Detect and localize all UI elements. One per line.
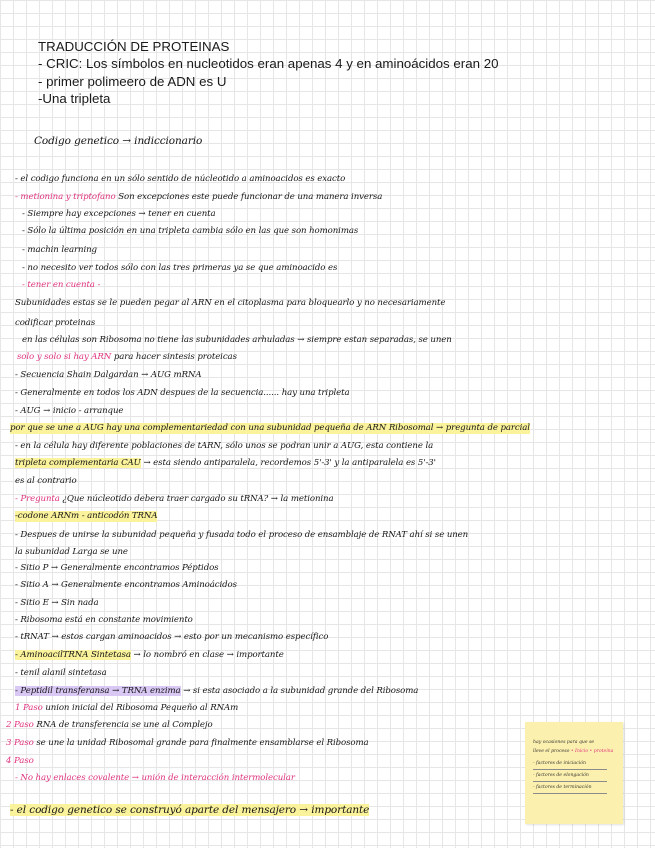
handwritten-text: para hacer sintesis proteicas: [113, 352, 237, 362]
handwritten-line: - Generalmente en todos los ADN despues de la secuencia...... hay una tripleta: [15, 388, 350, 398]
handwritten-line: la subunidad Larga se une: [15, 547, 128, 557]
sticky-text-part: lleve el proceso: [533, 749, 570, 754]
note-line-cric: - CRIC: Los símbolos en nucleotidos eran apenas 4 y en aminoácidos eran 20: [38, 56, 499, 71]
handwritten-line: [6, 720, 213, 731]
step-label: 3 Paso: [6, 738, 34, 748]
sticky-text: - factores de elongación: [533, 773, 589, 778]
handwritten-line: - Secuencia Shain Dalgardan → AUG mRNA: [15, 370, 202, 380]
sticky-text: - factores de terminación: [533, 785, 592, 790]
handwritten-line: - Siempre hay excepciones → tener en cuenta: [22, 209, 216, 219]
handwritten-line: [15, 650, 284, 661]
handwritten-text: → lo nombró en clase → importante: [133, 650, 284, 660]
handwritten-line: - en la célula hay diferente poblaciones de tARN, sólo unos se podran unir a AUG, esta contiene la: [15, 441, 434, 451]
highlight-text: - metionina y triptofano: [15, 192, 116, 202]
handwritten-text: RNA de transferencia se une al Complejo: [36, 720, 213, 730]
handwritten-line: - No hay enlaces covalente → unión de interacción intermolecular: [15, 773, 295, 783]
note-title: TRADUCCIÓN DE PROTEINAS: [38, 39, 230, 54]
handwritten-text: union inicial del Ribosoma Pequeño al RNAm: [45, 703, 239, 713]
handwritten-line: [15, 458, 436, 469]
step-label: 4 Paso: [6, 756, 34, 766]
handwritten-line: [6, 738, 369, 749]
handwritten-line: - Sitio E → Sin nada: [15, 598, 99, 608]
sticky-rule: [533, 793, 607, 794]
sticky-rule: [533, 781, 607, 782]
handwritten-line: - Sitio A → Generalmente encontramos Aminoácidos: [15, 580, 237, 590]
handwritten-text: se une la unidad Ribosomal grande para finalmente ensamblarse el Ribosoma: [36, 738, 369, 748]
handwritten-text: ¿Que núcleotido debera traer cargado su tRNA? → la metionina: [62, 494, 334, 504]
handwritten-line: [15, 686, 418, 697]
handwritten-line: - AUG → inicio - arranque: [15, 406, 124, 416]
handwritten-line: [15, 494, 334, 505]
note-line-polimero: - primer polimeero de ADN es U: [38, 74, 227, 89]
note-line-tripleta: -Una tripleta: [38, 91, 111, 106]
handwritten-line: - Sitio P → Generalmente encontramos Péptidos: [15, 563, 219, 573]
handwritten-line: [15, 703, 238, 714]
step-label: 1 Paso: [15, 703, 43, 713]
handwritten-line: - tRNAT → estos cargan aminoacidos → esto por un mecanismo específico: [15, 632, 329, 642]
handwritten-line: - no necesito ver todos sólo con las tres primeras ya se que aminoacido es: [22, 263, 338, 273]
handwritten-line: es al contrario: [15, 476, 77, 486]
sticky-text: [533, 749, 613, 755]
handwritten-line: - Sólo la última posición en una tripleta cambia sólo en las que son homonimas: [22, 226, 359, 236]
highlight-text: - el codigo genetico se construyó aparte del mensajero → importante: [10, 804, 370, 816]
handwritten-line: - Ribosoma está en constante movimiento: [15, 615, 193, 625]
sticky-rule: [533, 769, 607, 770]
sticky-text: hay ocasiones para que se: [533, 740, 595, 745]
sticky-text: - factores de iniciación: [533, 761, 586, 766]
step-label: 2 Paso: [6, 720, 34, 730]
sticky-text-part: • Inicio • proteína: [570, 749, 614, 754]
handwritten-line: [10, 805, 369, 816]
handwritten-line: [17, 352, 237, 363]
handwritten-line: Subunidades estas se le pueden pegar al ARN en el citoplasma para bloquearlo y no necesariamente: [15, 298, 446, 308]
section-heading: Codigo genetico → indiccionario: [34, 135, 203, 147]
handwritten-text: Son excepciones este puede funcionar de una manera inversa: [118, 192, 383, 202]
highlight-text: - Pregunta: [15, 494, 60, 504]
handwritten-line: - Despues de unirse la subunidad pequeña y fusada todo el proceso de ensamblaje de RNAT ahí si se unen: [15, 530, 469, 540]
handwritten-line-highlighted: por que se une a AUG hay una complementariedad con una subunidad pequeña de ARN Ribosomal → pregunta de parcial: [10, 423, 530, 433]
highlight-text: solo y solo si hay ARN: [17, 352, 112, 362]
highlight-text: - Peptidil transferansa → TRNA enzima: [15, 686, 181, 696]
highlight-text: - AminoacilTRNA Sintetasa: [15, 650, 131, 660]
handwritten-line: codificar proteinas: [15, 318, 96, 328]
handwritten-line: - tener en cuenta -: [22, 280, 101, 290]
handwritten-line: en las células son Ribosoma no tiene las subunidades arhuladas → siempre estan separadas, se unen: [22, 335, 452, 345]
handwritten-line-highlighted: -codone ARNm - anticodón TRNA: [15, 511, 158, 521]
handwritten-text: → si esta asociado a la subunidad grande del Ribosoma: [183, 686, 419, 696]
highlight-text: tripleta complementaria CAU: [15, 458, 141, 468]
handwritten-text: → esta siendo antiparalela, recordemos 5'-3' y la antiparalela es 5'-3': [143, 458, 436, 468]
handwritten-line: - tenil alanil sintetasa: [15, 668, 107, 678]
handwritten-line: [15, 192, 382, 203]
handwritten-line: - el codigo funciona en un sólo sentido de núcleotido a aminoacidos es exacto: [15, 174, 346, 184]
sticky-note: [525, 722, 623, 824]
handwritten-line: - machin learning: [22, 245, 97, 255]
